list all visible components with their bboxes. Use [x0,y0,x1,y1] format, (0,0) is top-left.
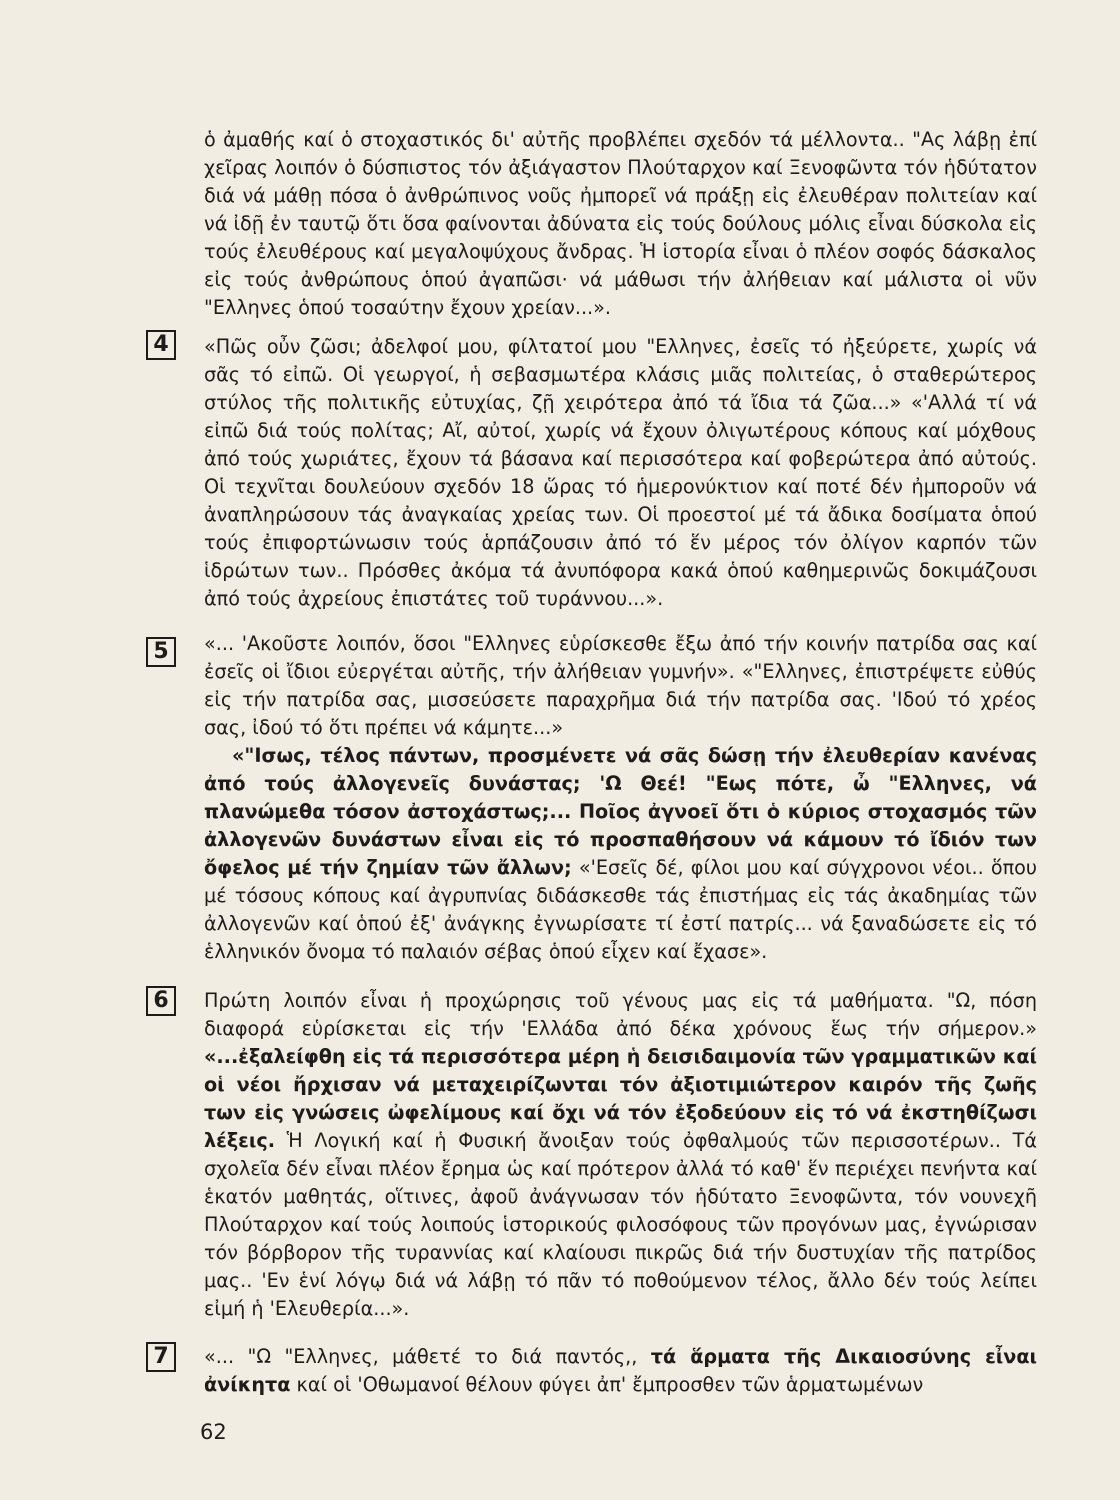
section-number-5: 5 [146,637,176,667]
section-7-text-1: «... "Ω "Ελληνες, μάθετέ το διά παντός,, [204,1345,651,1368]
section-number-6: 6 [146,986,176,1016]
section-4-text: «Πῶς οὖν ζῶσι; ἀδελφοί μου, φίλτατοί μου "Ελληνες, ἐσεῖς τό ἠξεύρετε, χωρίς νά σᾶς τό εἰπῶ. Οἱ γεωργοί, ἡ σεβασμωτέρα κλάσις μιᾶς πολιτείας, ὁ σταθερώτερος στύλος τῆς πολιτικῆς εὐτυχίας, ζῇ χειρότερα ἀπό τά ἴδια τά ζῶα...» «'Αλλά τί νά εἰπῶ διά τούς πολίτας; Αἴ, αὐτοί, χωρίς νά ἔχουν ὀλιγωτέρους κόπους καί μόχθους ἀπό τούς χωριάτες, ἔχουν τά βάσανα καί περισσότερα καί φοβερώτερα ἀπό αὐτούς. Οἱ τεχνῖται δουλεύουν σχεδόν 18 ὥρας τό ἡμερονύκτιον καί ποτέ δέν ἠμποροῦν νά ἀναπληρώσουν τάς ἀναγκαίας χρείας των. Οἱ προεστοί μέ τά ἄδικα δοσίματα ὁπού τούς ἐπιφορτώνωσιν τούς ἁρπάζουσιν ἀπό τό ἕν μέρος τόν ὀλίγον καρπόν τῶν ἱδρώτων των.. Πρόσθες ἀκόμα τά ἀνυπόφορα κακά ὁπού καθημερινῶς δοκιμάζουσι ἀπό τούς ἀχρείους ἐπιστάτες τοῦ τυράννου...». [204,335,1037,610]
section-5-bold-quote: «"Ισως, τέλος πάντων, προσμένετε νά σᾶς δώσῃ τήν ἐλευθερίαν κανένας ἀπό τούς ἀλλογενεῖς δυνάστας; 'Ω Θεέ! "Εως πότε, ὦ "Ελληνες, νά πλανώμεθα τόσον ἀστοχάστως;... Ποῖος ἀγνοεῖ ὅτι ὁ κύριος στοχασμός τῶν ἀλλογενῶν δυνάστων εἶναι εἰς τό προσπαθήσουν νά κάμουν τό ἴδιόν των ὄφελος μέ τήν ζημίαν τῶν ἄλλων; [204,744,1037,879]
section-6-text-1: Πρώτη λοιπόν εἶναι ἡ προχώρησις τοῦ γένους μας εἰς τά μαθήματα. "Ω, πόση διαφορά εὑρίσκεται εἰς τήν 'Ελλάδα ἀπό δέκα χρόνους ἕως τήν σήμερον.» [204,989,1037,1040]
section-5-quote [204,742,1037,966]
section-6-body [204,987,1037,1323]
section-number-7: 7 [146,1342,176,1372]
section-7-paragraph [204,1343,1037,1399]
page-number: 62 [200,1420,227,1444]
intro-text: ὁ ἀμαθής καί ὁ στοχαστικός δι' αὐτῆς προβλέπει σχεδόν τά μέλλοντα.. "Ας λάβῃ ἐπί χεῖρας λοιπόν ὁ δύσπιστος τόν ἀξιάγαστον Πλούταρχον καί Ξενοφῶντα τόν ἡδύτατον διά νά μάθῃ πόσα ὁ ἀνθρώπινος νοῦς ἠμπορεῖ νά πράξῃ εἰς ἐλευθέραν πολιτείαν καί νά ἰδῇ ἐν ταυτῷ ὅτι ὅσα φαίνονται ἀδύνατα εἰς τούς δούλους μόλις εἶναι δύσκολα εἰς τούς ἐλευθέρους καί μεγαλοψύχους ἄνδρας. Ἡ ἱστορία εἶναι ὁ πλέον σοφός δάσκαλος εἰς τούς ἀνθρώπους ὁπού ἀγαπῶσι· νά μάθωσι τήν ἀλήθειαν καί μάλιστα οἱ νῦν "Ελληνες ὁπού τοσαύτην ἔχουν χρείαν...». [204,128,1037,319]
section-6-bold-quote: «...ἐξαλείφθη εἰς τά περισσότερα μέρη ἡ δεισιδαιμονία τῶν γραμματικῶν καί οἱ νέοι ἤρχισαν νά μεταχειρίζωνται τόν ἀξιοτιμιώτερον καιρόν τῆς ζωῆς των εἰς γνώσεις ὠφελίμους καί ὄχι νά τόν ἐξοδεύουν εἰς τό νά ἐκστηθίζωσι λέξεις. [204,1045,1037,1152]
section-5-paragraph [204,630,1037,966]
section-5-text-2: «'Εσεῖς δέ, φίλοι μου καί σύγχρονοι νέοι.. ὅπου μέ τόσους κόπους καί ἀγρυπνίας διδάσκεσθε τάς ἐπιστήμας εἰς τάς ἀκαδημίας τῶν ἀλλογενῶν καί ὁπού ἐξ' ἀνάγκης ἐγνωρίσατε τί ἐστί πατρίς... νά ξαναδώσετε εἰς τό ἑλληνικόν ὄνομα τό παλαιόν σέβας ὁπού εἶχεν καί ἔχασε». [204,856,1037,963]
section-5-text-1: «... 'Ακοῦστε λοιπόν, ὅσοι "Ελληνες εὑρίσκεσθε ἔξω ἀπό τήν κοινήν πατρίδα σας καί ἐσεῖς οἱ ἴδιοι εὐεργέται αὐτῆς, τήν ἀλήθειαν γυμνήν». «"Ελληνες, ἐπιστρέψετε εὐθύς εἰς τήν πατρίδα σας, μισσεύσετε παραχρῆμα διά τήν πατρίδα σας. 'Ιδού τό χρέος σας, ἰδού τό ὅτι πρέπει νά κάμητε...» [204,632,1037,739]
section-7-body [204,1343,1037,1399]
section-6-text-2: Ἡ Λογική καί ἡ Φυσική ἄνοιξαν τούς ὀφθαλμούς τῶν περισσοτέρων.. Τά σχολεῖα δέν εἶναι πλέον ἔρημα ὡς καί πρότερον ἀλλά τό καθ' ἕν περιέχει πενήντα καί ἑκατόν μαθητάς, οἵτινες, ἀφοῦ ἀνάγνωσαν τόν ἡδύτατο Ξενοφῶντα, τόν νουνεχῆ Πλούταρχον καί τούς λοιπούς ἱστορικούς φιλοσόφους τῶν προγόνων μας, ἐγνώρισαν τόν βόρβορον τῆς τυραννίας καί κλαίουσι πικρῶς διά τήν δυστυχίαν τῆς πατρίδος μας.. 'Εν ἑνί λόγῳ διά νά λάβῃ τό πᾶν τό ποθούμενον τέλος, ἄλλο δέν τούς λείπει εἰμή ἡ 'Ελευθερία...». [204,1129,1037,1320]
intro-paragraph [204,126,1037,322]
section-7-bold-quote: τά ἅρματα τῆς Δικαιοσύνης εἶναι ἀνίκητα [204,1345,1037,1396]
section-4-paragraph [204,333,1037,613]
section-6-paragraph [204,987,1037,1323]
section-7-text-2: καί οἱ 'Οθωμανοί θέλουν φύγει ἀπ' ἔμπροσθεν τῶν ἁρματωμένων [290,1373,924,1396]
section-number-4: 4 [146,330,176,360]
